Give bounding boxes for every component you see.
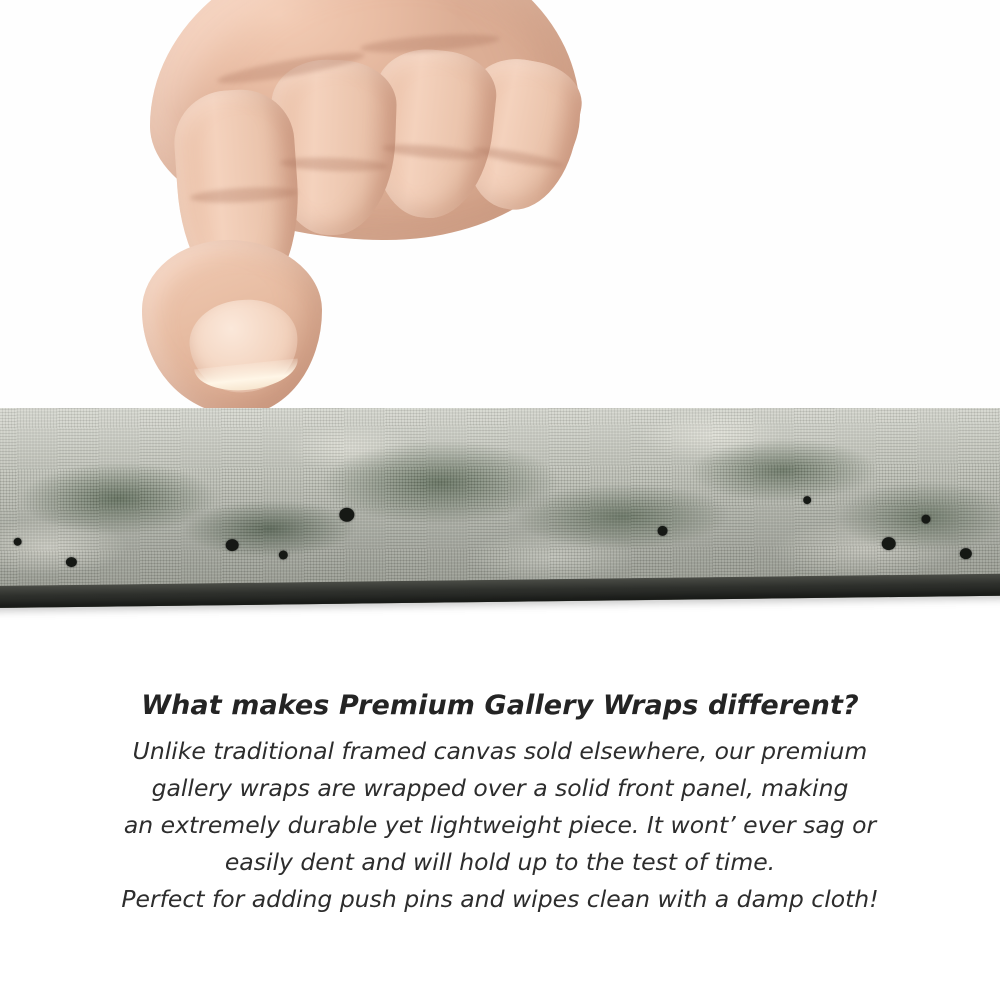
- canvas-speck: [279, 550, 288, 559]
- canvas-edge-strip: [0, 408, 1000, 623]
- canvas-speck: [657, 526, 667, 536]
- canvas-speck: [66, 557, 77, 567]
- caption-line-5: Perfect for adding push pins and wipes clean with a damp cloth!: [121, 885, 879, 913]
- thumbnail-tip: [194, 358, 300, 395]
- caption-line-2: gallery wraps are wrapped over a solid front panel, making: [151, 774, 849, 802]
- canvas-speck: [339, 508, 354, 522]
- caption-block: [0, 690, 1000, 918]
- canvas-speck: [921, 515, 930, 524]
- hand-graphic: [120, 0, 600, 410]
- caption-line-4: easily dent and will hold up to the test of time.: [224, 848, 776, 876]
- caption-title: What makes Premium Gallery Wraps different?: [141, 690, 859, 721]
- caption-line-3: an extremely durable yet lightweight piece. It wont’ ever sag or: [123, 811, 877, 839]
- caption-line-1: Unlike traditional framed canvas sold elsewhere, our premium: [132, 737, 868, 765]
- thumb-shape: [142, 240, 322, 410]
- canvas-speck: [803, 496, 811, 504]
- canvas-speck: [226, 539, 239, 551]
- canvas-speck: [960, 548, 972, 559]
- thumbnail-shape: [185, 295, 302, 398]
- hand-pressing-canvas-photo: [0, 0, 1000, 410]
- canvas-speck: [882, 537, 896, 550]
- canvas-speck: [14, 538, 22, 546]
